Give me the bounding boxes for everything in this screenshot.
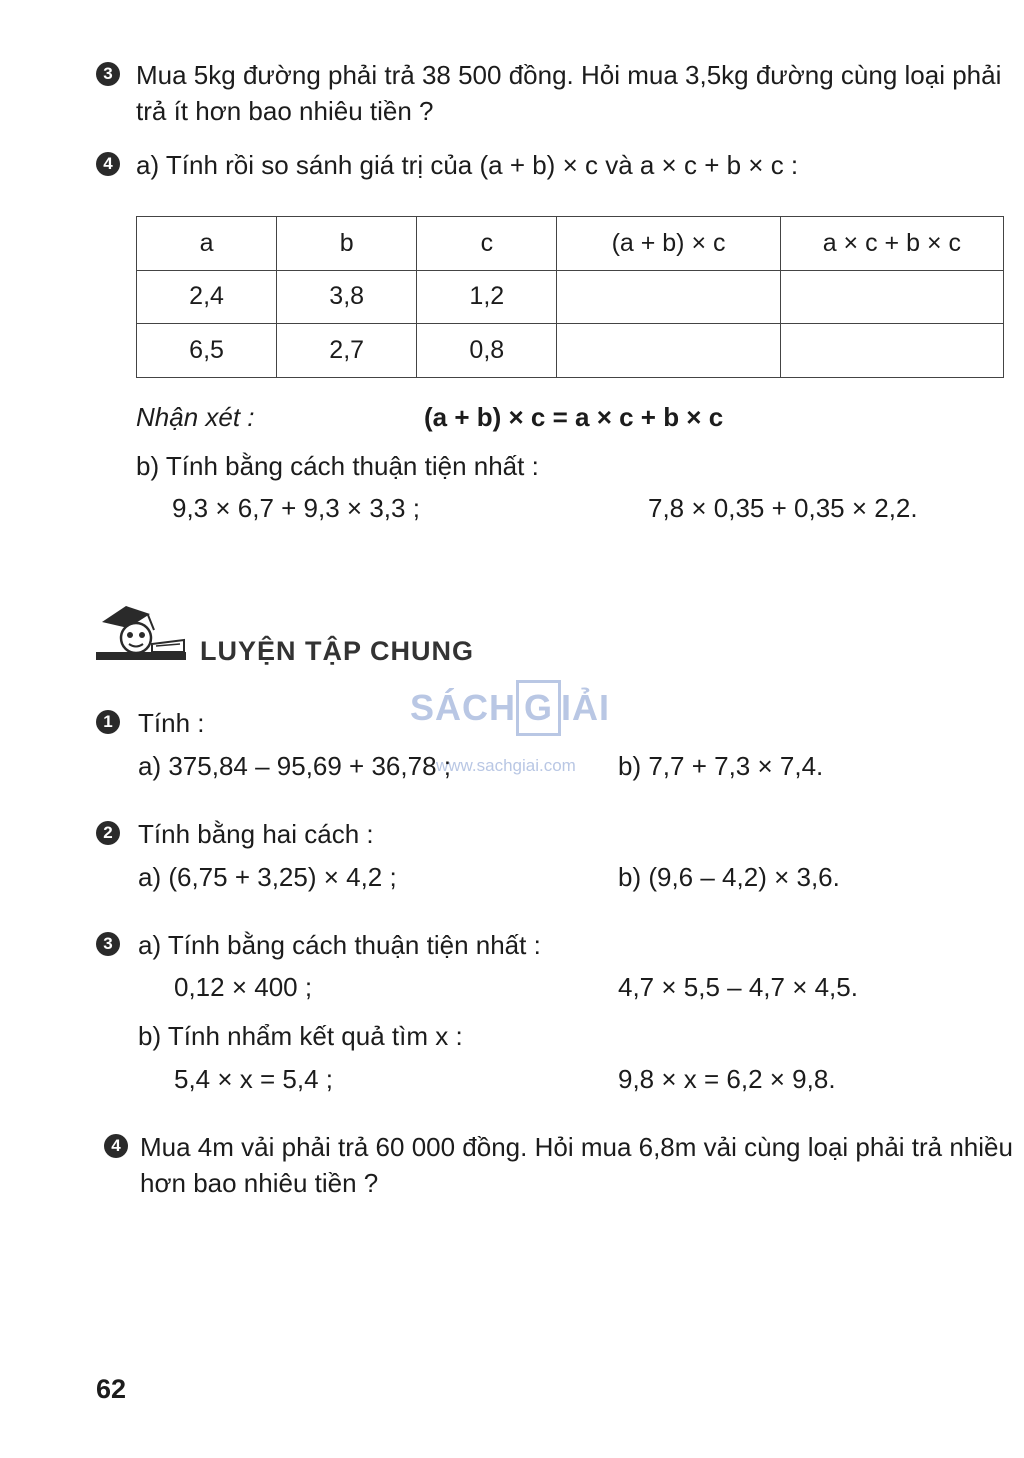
watermark-text-right: IẢI bbox=[561, 687, 611, 728]
problem-3-part-a-title: a) Tính bằng cách thuận tiện nhất : bbox=[138, 930, 541, 960]
table-cell: 6,5 bbox=[137, 324, 277, 378]
table-row bbox=[137, 270, 1004, 324]
problem-4-line-2: hơn bao nhiêu tiền ? bbox=[140, 1168, 379, 1198]
problem-1-title: Tính : bbox=[138, 708, 205, 738]
problem-3-b-equation-1: 5,4 × x = 5,4 ; bbox=[174, 1064, 333, 1094]
table-cell-answer bbox=[780, 324, 1003, 378]
problem-2-part-a: a) (6,75 + 3,25) × 4,2 ; bbox=[138, 862, 397, 892]
exercise-number-badge: 1 bbox=[96, 710, 120, 734]
watermark-url: www.sachgiai.com bbox=[436, 756, 576, 775]
table-header-cell: (a + b) × c bbox=[557, 217, 780, 271]
section-title: LUYỆN TẬP CHUNG bbox=[200, 636, 475, 666]
table-cell-answer bbox=[557, 270, 780, 324]
table-cell-answer bbox=[780, 270, 1003, 324]
exercise-3-line-1: Mua 5kg đường phải trả 38 500 đồng. Hỏi mua 3,5kg đường cùng loại phải bbox=[136, 60, 1002, 90]
table-cell: 2,4 bbox=[137, 270, 277, 324]
exercise-number-badge: 2 bbox=[96, 821, 120, 845]
problem-3-b-equation-2: 9,8 × x = 6,2 × 9,8. bbox=[618, 1064, 836, 1094]
part-b-expression-1: 9,3 × 6,7 + 9,3 × 3,3 ; bbox=[172, 493, 420, 523]
table-cell: 0,8 bbox=[417, 324, 557, 378]
problem-2-part-b: b) (9,6 – 4,2) × 3,6. bbox=[618, 862, 840, 892]
problem-3-part-b-title: b) Tính nhẩm kết quả tìm x : bbox=[138, 1021, 463, 1051]
exercise-4-part-b: b) Tính bằng cách thuận tiện nhất : bbox=[136, 451, 539, 481]
watermark-text-left: SÁCH bbox=[410, 687, 517, 728]
table-header-row bbox=[137, 217, 1004, 271]
problem-3-a-expression-1: 0,12 × 400 ; bbox=[174, 972, 313, 1002]
remark-label: Nhận xét : bbox=[136, 402, 255, 432]
exercise-3-line-2: trả ít hơn bao nhiêu tiền ? bbox=[136, 96, 434, 126]
mascot-icon bbox=[92, 600, 192, 664]
table-cell: 2,7 bbox=[277, 324, 417, 378]
watermark-logo bbox=[410, 680, 610, 736]
table-header-cell: c bbox=[417, 217, 557, 271]
problem-2-title: Tính bằng hai cách : bbox=[138, 819, 374, 849]
part-b-expression-2: 7,8 × 0,35 + 0,35 × 2,2. bbox=[648, 493, 918, 523]
problem-4-line-1: Mua 4m vải phải trả 60 000 đồng. Hỏi mua 6,8m vải cùng loại phải trả nhiều bbox=[140, 1132, 1013, 1162]
comparison-table bbox=[136, 216, 1004, 378]
table-cell: 3,8 bbox=[277, 270, 417, 324]
problem-1-part-b: b) 7,7 + 7,3 × 7,4. bbox=[618, 751, 824, 781]
table-cell-answer bbox=[557, 324, 780, 378]
exercise-4-part-a: a) Tính rồi so sánh giá trị của (a + b) × c và a × c + b × c : bbox=[136, 150, 799, 180]
exercise-number-badge: 3 bbox=[96, 932, 120, 956]
table-header-cell: a × c + b × c bbox=[780, 217, 1003, 271]
remark-formula: (a + b) × c = a × c + b × c bbox=[424, 402, 724, 432]
problem-3-a-expression-2: 4,7 × 5,5 – 4,7 × 4,5. bbox=[618, 972, 858, 1002]
problem-1-part-a: a) 375,84 – 95,69 + 36,78 ; bbox=[138, 751, 451, 781]
table-cell: 1,2 bbox=[417, 270, 557, 324]
table-header-cell: b bbox=[277, 217, 417, 271]
exercise-number-badge: 4 bbox=[104, 1134, 128, 1158]
exercise-number-badge: 3 bbox=[96, 62, 120, 86]
exercise-number-badge: 4 bbox=[96, 152, 120, 176]
table-row bbox=[137, 324, 1004, 378]
page-number: 62 bbox=[96, 1374, 127, 1404]
watermark-text-mid: G bbox=[516, 680, 561, 736]
table-header-cell: a bbox=[137, 217, 277, 271]
